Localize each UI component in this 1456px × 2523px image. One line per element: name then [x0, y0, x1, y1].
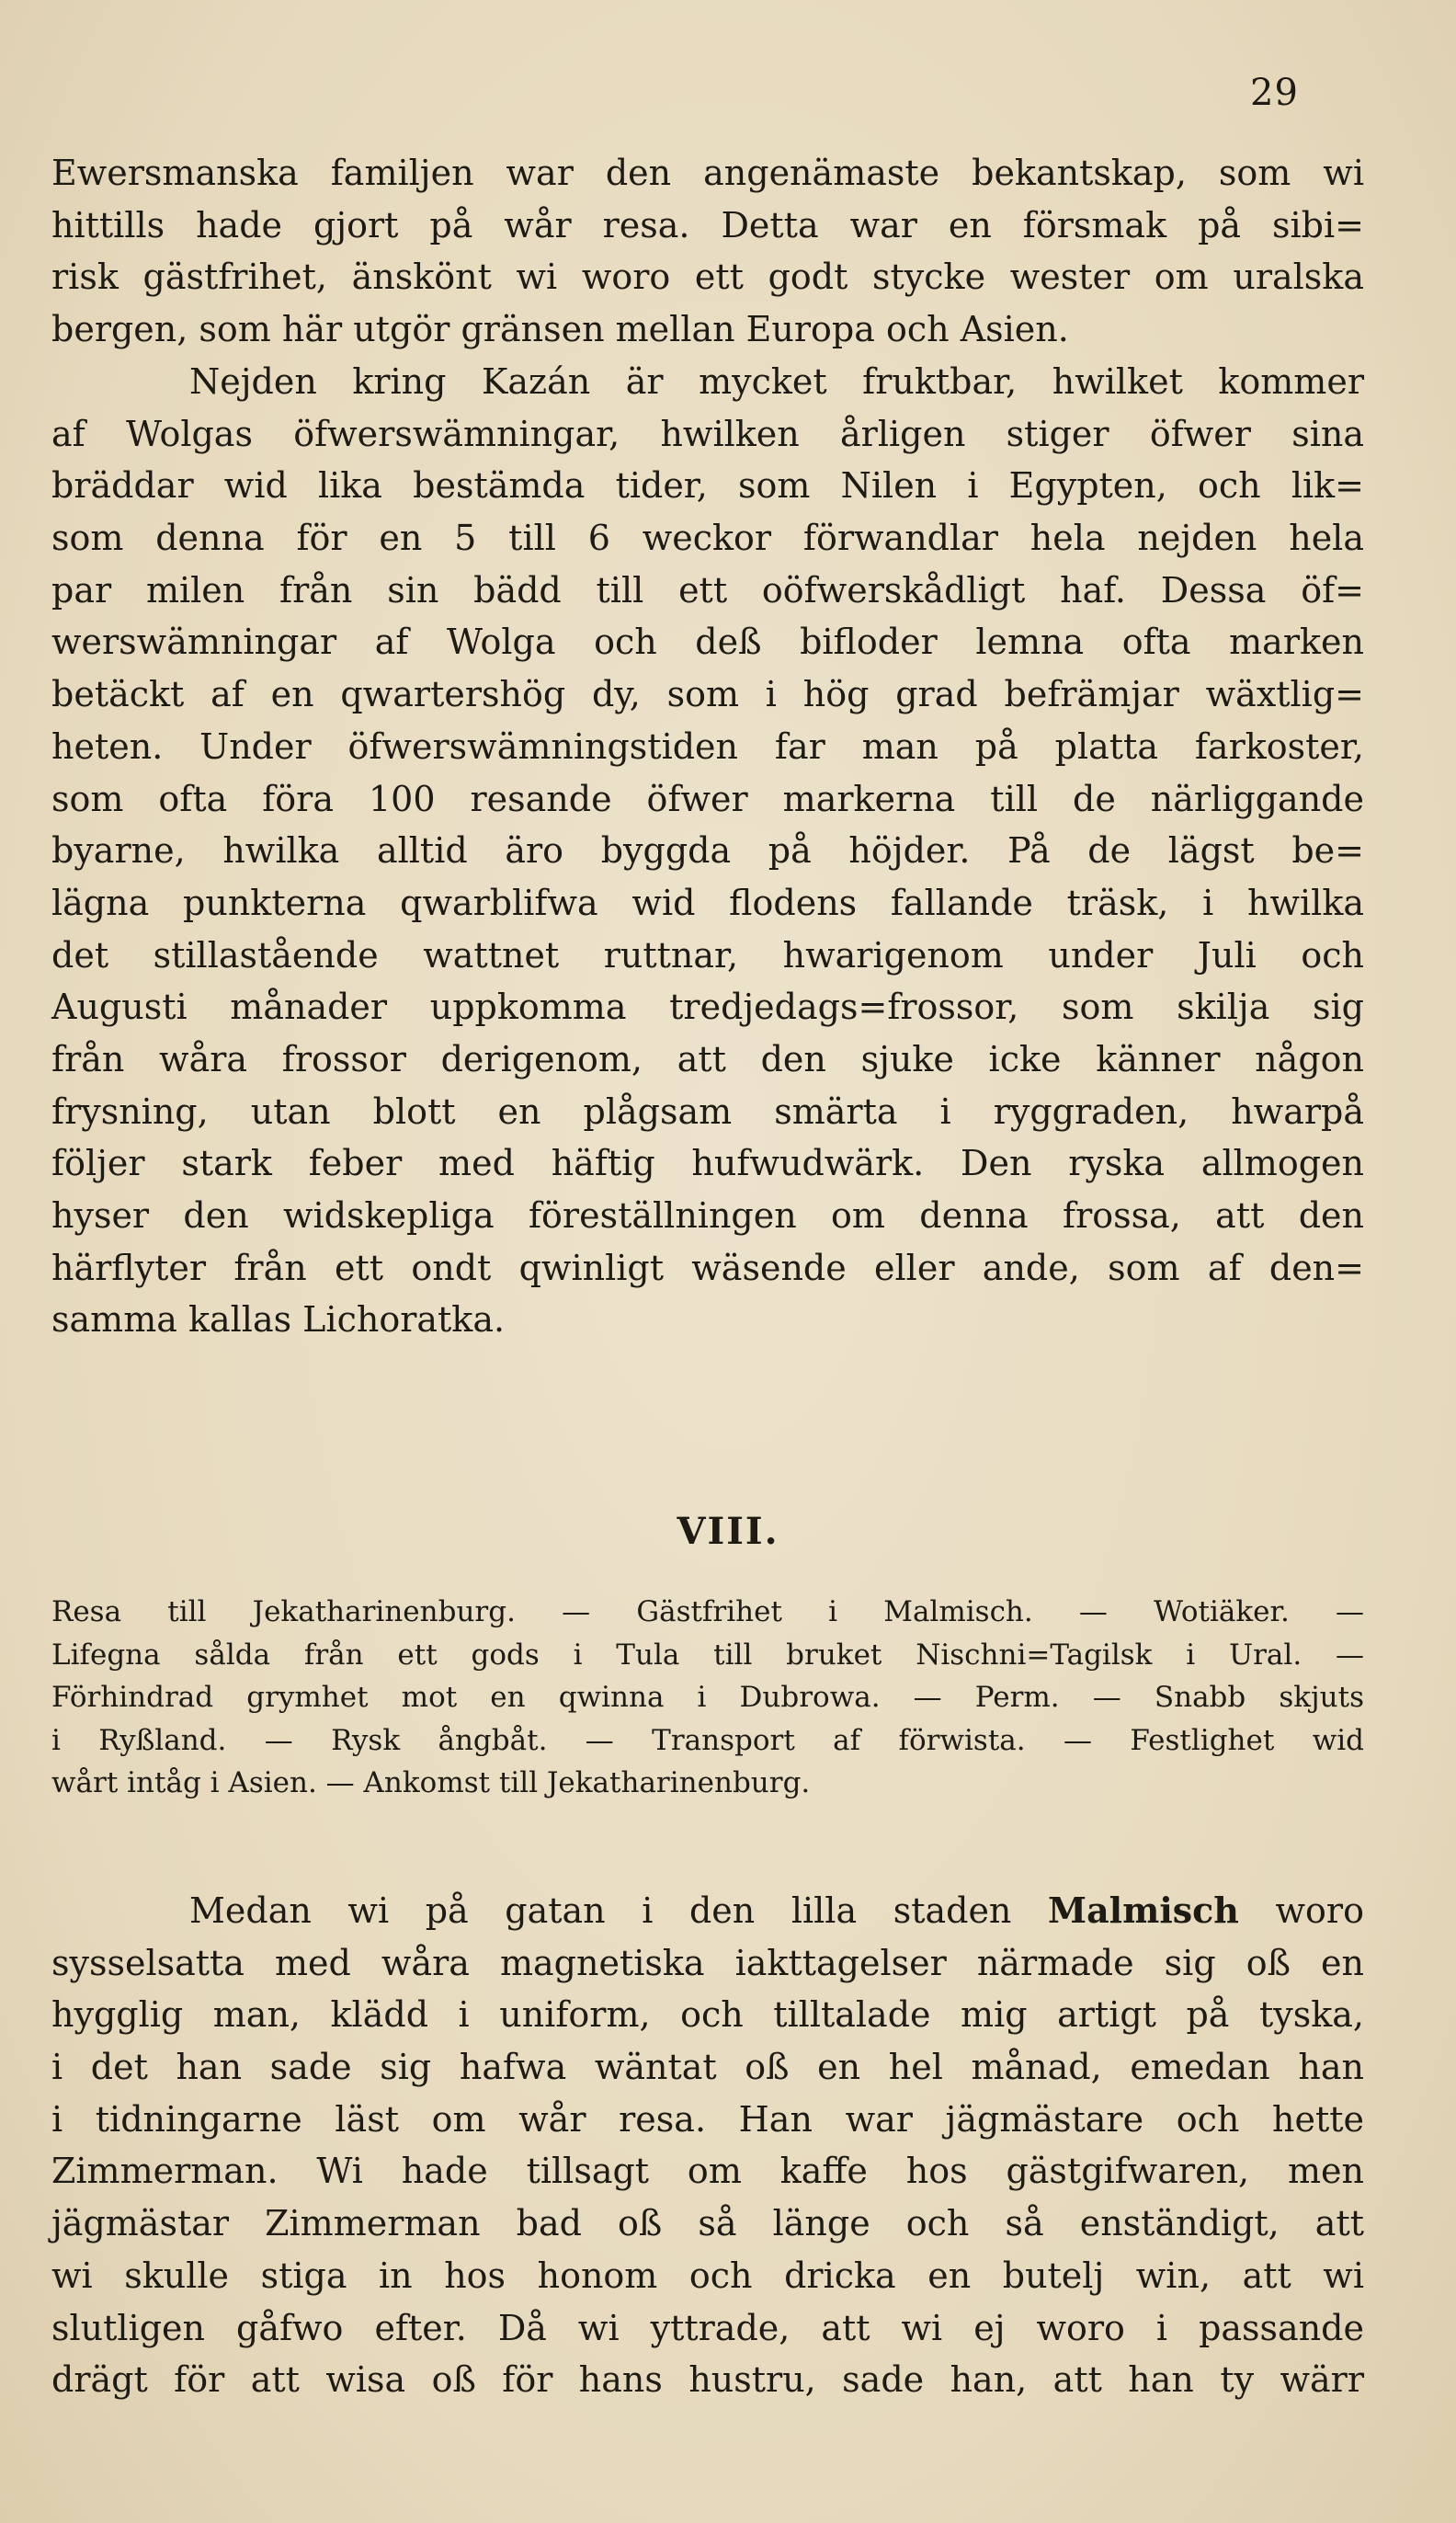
text-line: werswämningar af Wolga och deß bifloder lemna ofta marken [51, 622, 1364, 663]
town-name: Malmisch [1048, 1889, 1239, 1931]
summary-line: Resa till Jekatharinenburg. — Gästfrihet i Malmisch. — Wotiäker. — [51, 1595, 1364, 1628]
text-line: samma kallas Lichoratka. [51, 1299, 506, 1341]
text-line: som denna för en 5 till 6 weckor förwandlar hela nejden hela [51, 518, 1364, 559]
text-line: heten. Under öfwerswämningstiden far man på platta farkoster, [51, 725, 1364, 767]
text-line: wi skulle stiga in hos honom och dricka en butelj win, att wi [51, 2255, 1364, 2296]
text-line: i det han sade sig hafwa wäntat oß en hel månad, emedan han [51, 2047, 1364, 2088]
summary-line: wårt intåg i Asien. — Ankomst till Jekatharinenburg. [51, 1766, 811, 1799]
text-line: det stillastående wattnet ruttnar, hwarigenom under Juli och [51, 934, 1364, 976]
text-line: följer stark feber med häftig hufwudwärk. Den ryska allmogen [51, 1143, 1364, 1184]
text-line: sysselsatta med wåra magnetiska iakttagelser närmade sig oß en [51, 1942, 1364, 1983]
text-line: af Wolgas öfwerswämningar, hwilken årligen stiger öfwer sina [51, 413, 1364, 454]
first-line-start: Medan wi på gatan i den lilla staden [189, 1890, 1012, 1931]
text-line: bergen, som här utgör gränsen mellan Europa och Asien. [51, 309, 1069, 350]
chapter-heading: VIII. [677, 1510, 779, 1553]
paragraph-3 [51, 1885, 1364, 2406]
text-line: risk gästfrihet, änskönt wi woro ett godt stycke wester om uralska [51, 257, 1364, 298]
text-line: Augusti månader uppkomma tredjedags=frossor, som skilja sig [51, 987, 1364, 1028]
text-line: Ewersmanska familjen war den angenämaste bekantskap, som wi [51, 153, 1364, 193]
text-line: drägt för att wisa oß för hans hustru, sade han, att han ty wärr [51, 2359, 1364, 2401]
text-line: hyser den widskepliga föreställningen om denna frossa, att den [51, 1195, 1364, 1236]
text-line: frysning, utan blott en plågsam smärta i ryggraden, hwarpå [51, 1090, 1364, 1132]
text-line: i tidningarne läst om wår resa. Han war jägmästare och hette [51, 2098, 1364, 2140]
summary-line: Förhindrad grymhet mot en qwinna i Dubrowa. — Perm. — Snabb skjuts [51, 1681, 1364, 1714]
page-number: 29 [1250, 72, 1299, 114]
text-line: Nejden kring Kazán är mycket fruktbar, hwilket kommer [189, 361, 1364, 402]
text-line: från wåra frossor derigenom, att den sjuke icke känner någon [51, 1038, 1364, 1079]
paragraph-2 [51, 356, 1364, 1346]
text-line: bräddar wid lika bestämda tider, som Nilen i Egypten, och lik= [51, 465, 1364, 507]
text-line [51, 1885, 1364, 1937]
chapter-summary [51, 1591, 1364, 1805]
paragraph-1 [51, 147, 1364, 356]
text-line: Zimmerman. Wi hade tillsagt om kaffe hos gästgifwaren, men [51, 2151, 1364, 2192]
text-line: par milen från sin bädd till ett oöfwerskådligt haf. Dessa öf= [51, 569, 1364, 611]
summary-line: Lifegna sålda från ett gods i Tula till bruket Nischni=Tagilsk i Ural. — [51, 1638, 1364, 1672]
text-line: slutligen gåfwo efter. Då wi yttrade, att wi ej woro i passande [51, 2307, 1364, 2348]
summary-line: i Ryßland. — Rysk ångbåt. — Transport af förwista. — Festlighet wid [51, 1723, 1364, 1757]
text-line: lägna punkterna qwarblifwa wid flodens fallande träsk, i hwilka [51, 882, 1364, 923]
text-line: hygglig man, klädd i uniform, och tilltalade mig artigt på tyska, [51, 1994, 1364, 2036]
text-line: hittills hade gjort på wår resa. Detta war en försmak på sibi= [51, 204, 1364, 245]
text-line: som ofta föra 100 resande öfwer markerna till de närliggande [51, 778, 1364, 819]
first-line-end: woro [1275, 1890, 1364, 1931]
text-line: härflyter från ett ondt qwinligt wäsende eller ande, som af den= [51, 1247, 1364, 1288]
text-line: byarne, hwilka alltid äro byggda på höjder. På de lägst be= [51, 830, 1364, 872]
text-line: betäckt af en qwartershög dy, som i hög grad befrämjar wäxtlig= [51, 674, 1364, 715]
text-line: jägmästar Zimmerman bad oß så länge och så enständigt, att [51, 2203, 1364, 2244]
